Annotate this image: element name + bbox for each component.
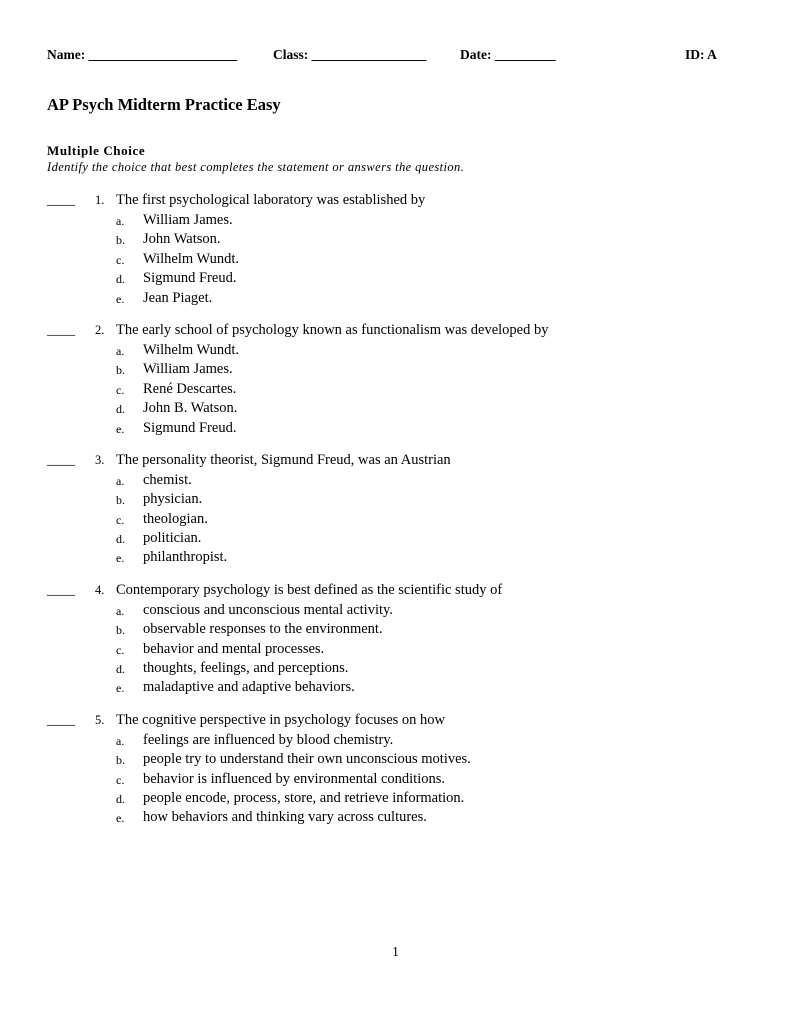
question-text: The early school of psychology known as functionalism was developed by [116, 321, 549, 338]
answer-blank: ____ [47, 712, 75, 728]
choice-text: Jean Piaget. [143, 289, 213, 306]
choice-d [47, 270, 747, 289]
choice-letter: c. [116, 642, 125, 657]
choice-text: philanthropist. [143, 549, 228, 566]
choice-a [47, 732, 747, 751]
choice-text: Sigmund Freud. [143, 419, 237, 436]
page-number: 1 [392, 944, 399, 959]
choice-letter: b. [116, 363, 125, 378]
choice-text: people try to understand their own unconscious motives. [143, 751, 471, 768]
answer-blank: ____ [47, 193, 75, 208]
choice-c [47, 381, 747, 400]
choice-letter: a. [116, 343, 125, 358]
choice-c [47, 641, 747, 660]
choice-d [47, 400, 747, 419]
choice-letter: b. [116, 493, 125, 508]
choice-letter: d. [116, 532, 125, 547]
question-number: 5. [95, 712, 105, 727]
choice-d [47, 530, 747, 549]
choice-a [47, 342, 747, 361]
section-instructions: Identify the choice that best completes the statement or answers the question. [47, 160, 465, 174]
choice-text: Sigmund Freud. [143, 270, 237, 287]
answer-blank: ____ [47, 322, 75, 338]
choice-text: people encode, process, store, and retrieve information. [143, 789, 465, 806]
name-field: Name: ______________________ [47, 47, 238, 62]
choice-d [47, 660, 747, 679]
choice-e [47, 809, 747, 828]
choice-letter: a. [116, 473, 125, 488]
question-3 [47, 452, 747, 569]
choice-b [47, 621, 747, 640]
question-text: The cognitive perspective in psychology focuses on how [116, 711, 445, 728]
choice-letter: e. [116, 811, 125, 826]
choice-letter: c. [116, 772, 125, 787]
choice-letter: d. [116, 791, 125, 806]
choice-letter: c. [116, 382, 125, 397]
choice-e [47, 549, 747, 568]
choice-letter: d. [116, 662, 125, 677]
choice-letter: e. [116, 551, 125, 566]
choice-text: William James. [143, 212, 233, 228]
question-line [47, 452, 747, 472]
choice-text: politician. [143, 530, 202, 547]
choice-a [47, 212, 747, 231]
choice-text: Wilhelm Wundt. [143, 341, 240, 358]
choice-letter: c. [116, 252, 125, 267]
choice-text: William James. [143, 361, 233, 378]
choice-b [47, 231, 747, 250]
question-number: 2. [95, 322, 105, 337]
choice-b [47, 751, 747, 770]
choice-text: behavior and mental processes. [143, 640, 325, 657]
question-line [47, 322, 747, 342]
class-field: Class: _________________ [273, 47, 427, 62]
choice-text: physician. [143, 491, 203, 508]
id-field: ID: A [685, 47, 717, 62]
question-1 [47, 192, 747, 309]
choice-text: conscious and unconscious mental activity. [143, 601, 393, 618]
choice-text: René Descartes. [143, 380, 237, 397]
choice-letter: b. [116, 753, 125, 768]
question-list [47, 192, 747, 842]
choice-text: Wilhelm Wundt. [143, 250, 240, 267]
choice-text: thoughts, feelings, and perceptions. [143, 660, 349, 677]
choice-text: maladaptive and adaptive behaviors. [143, 679, 355, 696]
choice-letter: e. [116, 421, 125, 436]
question-2 [47, 322, 747, 439]
choice-letter: a. [116, 214, 125, 228]
choice-e [47, 679, 747, 698]
choice-letter: e. [116, 681, 125, 696]
choice-text: observable responses to the environment. [143, 621, 383, 638]
choice-d [47, 790, 747, 809]
choice-c [47, 251, 747, 270]
question-line [47, 582, 747, 602]
choice-letter: a. [116, 733, 125, 748]
choice-c [47, 771, 747, 790]
choice-e [47, 420, 747, 439]
choice-b [47, 361, 747, 380]
choice-letter: b. [116, 623, 125, 638]
choice-letter: e. [116, 291, 125, 306]
question-line [47, 712, 747, 732]
header-fields [47, 47, 723, 65]
question-number: 4. [95, 582, 105, 597]
choice-text: John Watson. [143, 231, 221, 248]
question-text: The first psychological laboratory was established by [116, 192, 426, 208]
date-field: Date: _________ [460, 47, 556, 62]
choice-letter: b. [116, 233, 125, 248]
answer-blank: ____ [47, 582, 75, 598]
choice-a [47, 472, 747, 491]
choice-text: feelings are influenced by blood chemistry. [143, 731, 394, 748]
page-title: AP Psych Midterm Practice Easy [47, 95, 281, 114]
choice-b [47, 491, 747, 510]
choice-text: behavior is influenced by environmental conditions. [143, 770, 446, 787]
question-4 [47, 582, 747, 699]
choice-text: chemist. [143, 471, 192, 488]
section-title: Multiple Choice [47, 143, 146, 158]
choice-text: John B. Watson. [143, 400, 238, 417]
choice-letter: d. [116, 402, 125, 417]
choice-c [47, 511, 747, 530]
question-text: Contemporary psychology is best defined as the scientific study of [116, 581, 503, 598]
question-5 [47, 712, 747, 829]
question-text: The personality theorist, Sigmund Freud, was an Austrian [116, 451, 451, 468]
choice-text: theologian. [143, 510, 208, 527]
question-line [47, 192, 747, 212]
choice-letter: a. [116, 603, 125, 618]
choice-letter: c. [116, 512, 125, 527]
choice-e [47, 290, 747, 309]
answer-blank: ____ [47, 452, 75, 468]
choice-letter: d. [116, 272, 125, 287]
section-header [47, 142, 464, 176]
question-number: 3. [95, 452, 105, 467]
choice-a [47, 602, 747, 621]
choice-text: how behaviors and thinking vary across cultures. [143, 809, 427, 826]
question-number: 1. [95, 193, 105, 207]
